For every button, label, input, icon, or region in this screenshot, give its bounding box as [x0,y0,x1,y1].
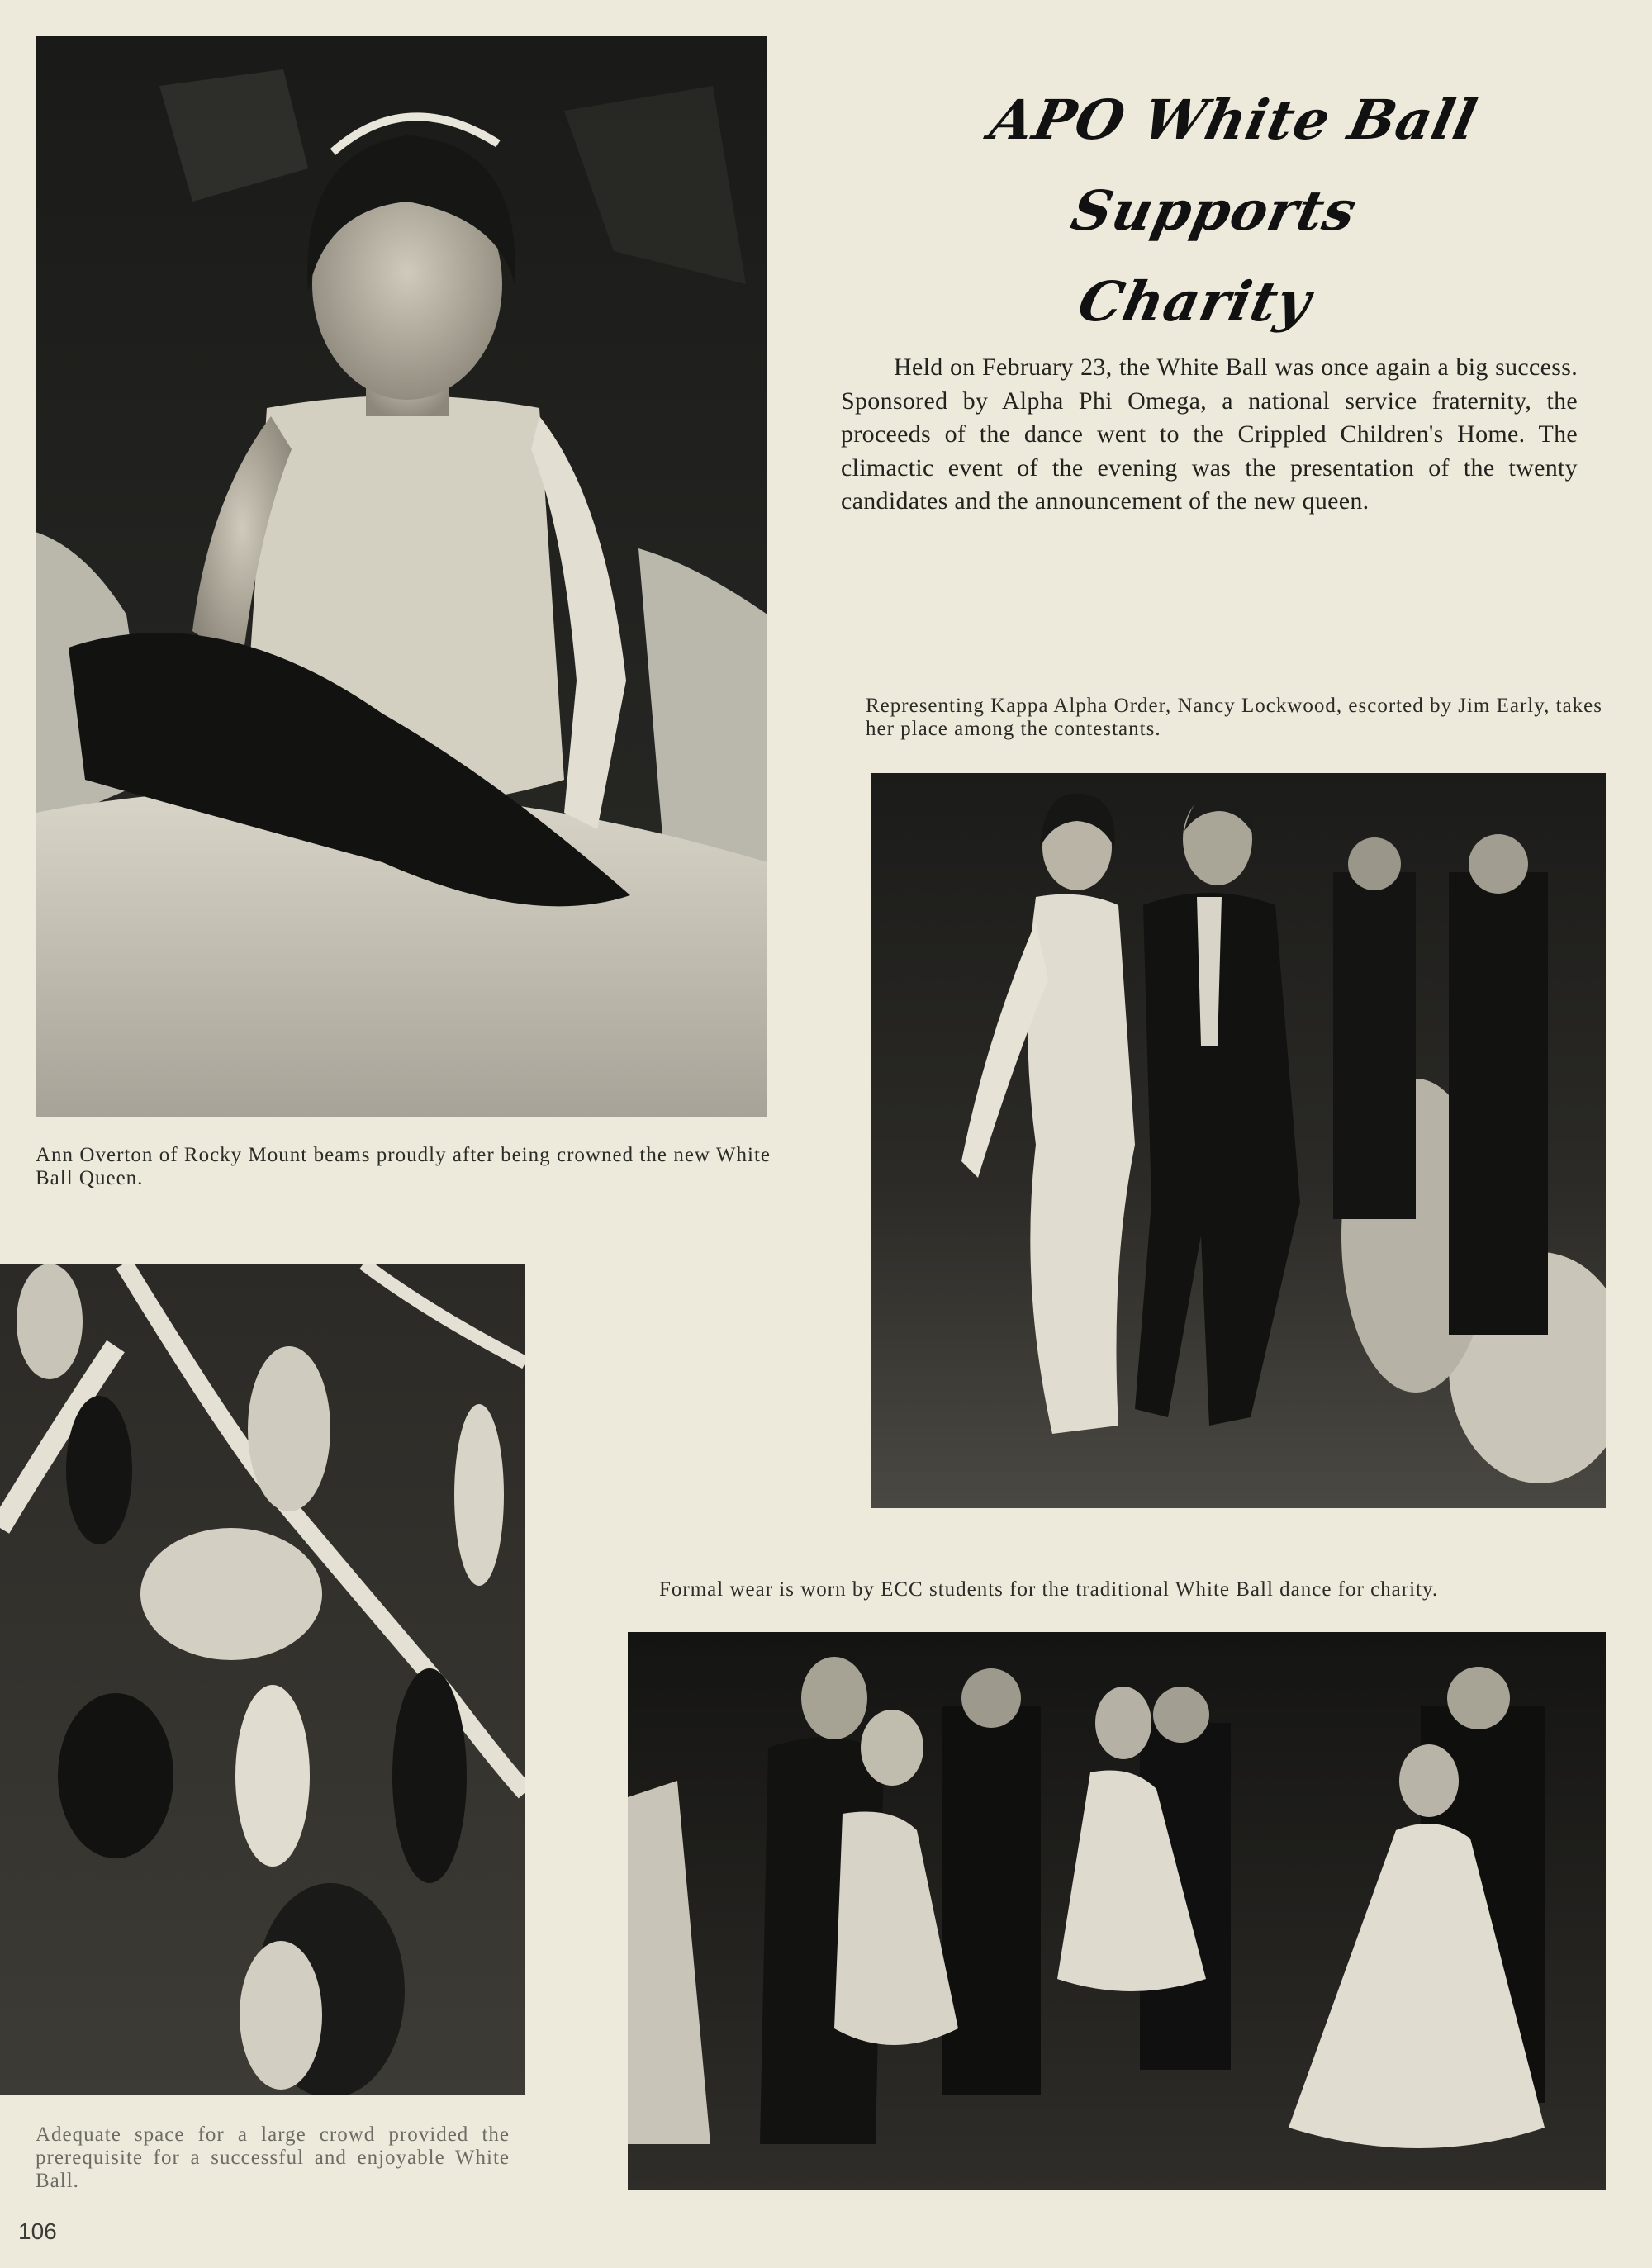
article-body: Held on February 23, the White Ball was once again a big success. Sponsored by Alpha Phi Omega, a national service fraternity, the proceeds of the dance went to the Crippled Children's Home. The climactic event of the evening was the presentation of the twenty candidates and the announcement of the new queen. [841,353,1578,515]
page-number: 106 [18,2218,57,2244]
queen-photo [36,36,767,1117]
crowd-photo-caption: Adequate space for a large crowd provided the prerequisite for a successful and enjoyable White Ball. [36,2123,510,2192]
dance-photo [628,1632,1606,2190]
contestant-photo [871,773,1606,1508]
dance-photo-caption: Formal wear is worn by ECC students for the traditional White Ball dance for charity. [659,1578,1439,1601]
contestant-photo-caption: Representing Kappa Alpha Order, Nancy Lockwood, escorted by Jim Early, takes her place among the contestants. [866,695,1602,740]
queen-photo-caption: Ann Overton of Rocky Mount beams proudly after being crowned the new White Ball Queen. [36,1144,771,1189]
article-title: APO White Ball Supports Charity [984,88,1483,334]
crowd-photo [0,1264,525,2095]
